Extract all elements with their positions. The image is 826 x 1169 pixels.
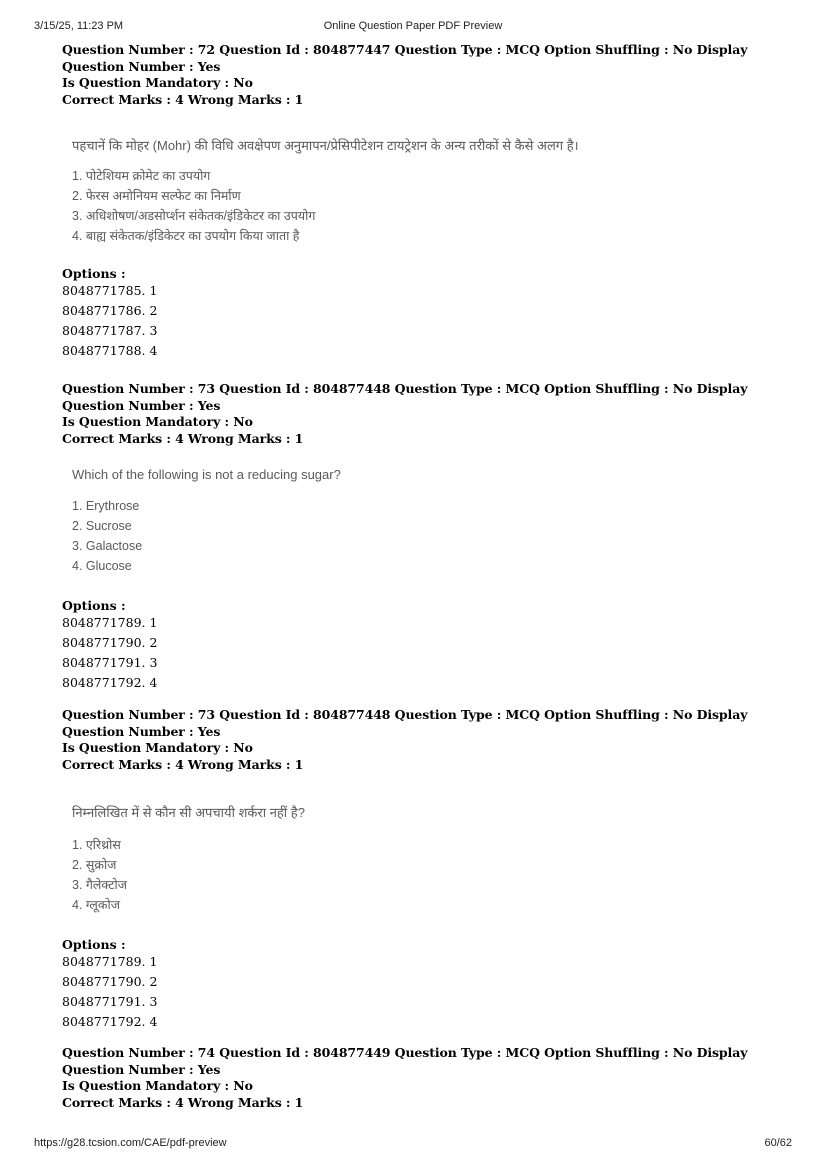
question-block-73-en [62, 381, 782, 693]
question-choice: 3. Galactose [72, 539, 143, 553]
option-item: 8048771788. 4 [62, 343, 158, 358]
question-image [72, 467, 782, 576]
question-choice: 4. ग्लूकोज [72, 898, 120, 912]
question-image [72, 803, 782, 915]
question-mandatory: Is Question Mandatory : No [62, 414, 253, 429]
question-block-73-hi [62, 707, 782, 1032]
question-choice: 2. सुक्रोज [72, 858, 117, 872]
question-mandatory: Is Question Mandatory : No [62, 740, 253, 755]
option-item: 8048771791. 3 [62, 655, 158, 670]
question-meta [62, 707, 782, 773]
question-text: Which of the following is not a reducing sugar? [72, 467, 341, 482]
page-number: 60/62 [764, 1137, 792, 1149]
print-datetime: 3/15/25, 11:23 PM [34, 20, 124, 32]
page-title: Online Question Paper PDF Preview [323, 20, 503, 32]
question-choices [72, 496, 782, 576]
question-meta [62, 381, 782, 447]
question-meta [62, 42, 782, 108]
options-list [62, 952, 782, 1032]
option-item: 8048771789. 1 [62, 615, 158, 630]
option-item: 8048771790. 2 [62, 635, 158, 650]
options-list [62, 281, 782, 361]
question-meta-line: Question Number : 72 Question Id : 804877447 Question Type : MCQ Option Shuffling : No Display Question Number : Yes [62, 42, 748, 74]
options-list [62, 613, 782, 693]
question-choice: 1. पोटेशियम क्रोमेट का उपयोग [72, 169, 211, 183]
question-text: निम्नलिखित में से कौन सी अपचायी शर्करा नहीं है? [72, 805, 305, 820]
options-section [62, 937, 782, 1032]
option-item: 8048771791. 3 [62, 994, 158, 1009]
question-choice: 2. फेरस अमोनियम सल्फेट का निर्माण [72, 189, 241, 203]
question-image [72, 136, 782, 246]
option-item: 8048771787. 3 [62, 323, 158, 338]
question-marks: Correct Marks : 4 Wrong Marks : 1 [62, 91, 304, 107]
question-choice: 1. Erythrose [72, 499, 140, 513]
options-section [62, 266, 782, 361]
question-choice: 3. अधिशोषण/अडसोर्प्शन संकेतक/इंडिकेटर का उपयोग [72, 209, 316, 223]
question-text: पहचानें कि मोहर (Mohr) की विधि अवक्षेपण अनुमापन/प्रेसिपीटेशन टायट्रेशन के अन्य तरीकों से कैसे अलग है। [72, 138, 579, 153]
options-section [62, 598, 782, 693]
question-mandatory: Is Question Mandatory : No [62, 75, 253, 90]
question-block-74 [62, 1045, 782, 1111]
question-block-72 [62, 42, 782, 361]
question-marks: Correct Marks : 4 Wrong Marks : 1 [62, 430, 304, 446]
question-choice: 1. एरिथ्रोस [72, 838, 121, 852]
question-marks: Correct Marks : 4 Wrong Marks : 1 [62, 1094, 304, 1110]
question-meta [62, 1045, 782, 1111]
question-choice: 4. Glucose [72, 559, 132, 573]
options-label: Options : [62, 266, 126, 281]
options-label: Options : [62, 937, 126, 952]
option-item: 8048771785. 1 [62, 283, 158, 298]
question-choice: 4. बाह्य संकेतक/इंडिकेटर का उपयोग किया जाता है [72, 229, 300, 243]
question-meta-line: Question Number : 73 Question Id : 804877448 Question Type : MCQ Option Shuffling : No Display Question Number : Yes [62, 381, 748, 413]
question-marks: Correct Marks : 4 Wrong Marks : 1 [62, 756, 304, 772]
option-item: 8048771789. 1 [62, 954, 158, 969]
option-item: 8048771786. 2 [62, 303, 158, 318]
question-choice: 3. गैलेक्टोज [72, 878, 128, 892]
question-meta-line: Question Number : 73 Question Id : 804877448 Question Type : MCQ Option Shuffling : No Display Question Number : Yes [62, 707, 748, 739]
option-item: 8048771792. 4 [62, 675, 158, 690]
question-choices [72, 166, 782, 246]
options-label: Options : [62, 598, 126, 613]
page-url: https://g28.tcsion.com/CAE/pdf-preview [34, 1137, 227, 1149]
question-choices [72, 835, 782, 915]
option-item: 8048771790. 2 [62, 974, 158, 989]
question-choice: 2. Sucrose [72, 519, 132, 533]
option-item: 8048771792. 4 [62, 1014, 158, 1029]
question-mandatory: Is Question Mandatory : No [62, 1078, 253, 1093]
question-meta-line: Question Number : 74 Question Id : 804877449 Question Type : MCQ Option Shuffling : No Display Question Number : Yes [62, 1045, 748, 1077]
